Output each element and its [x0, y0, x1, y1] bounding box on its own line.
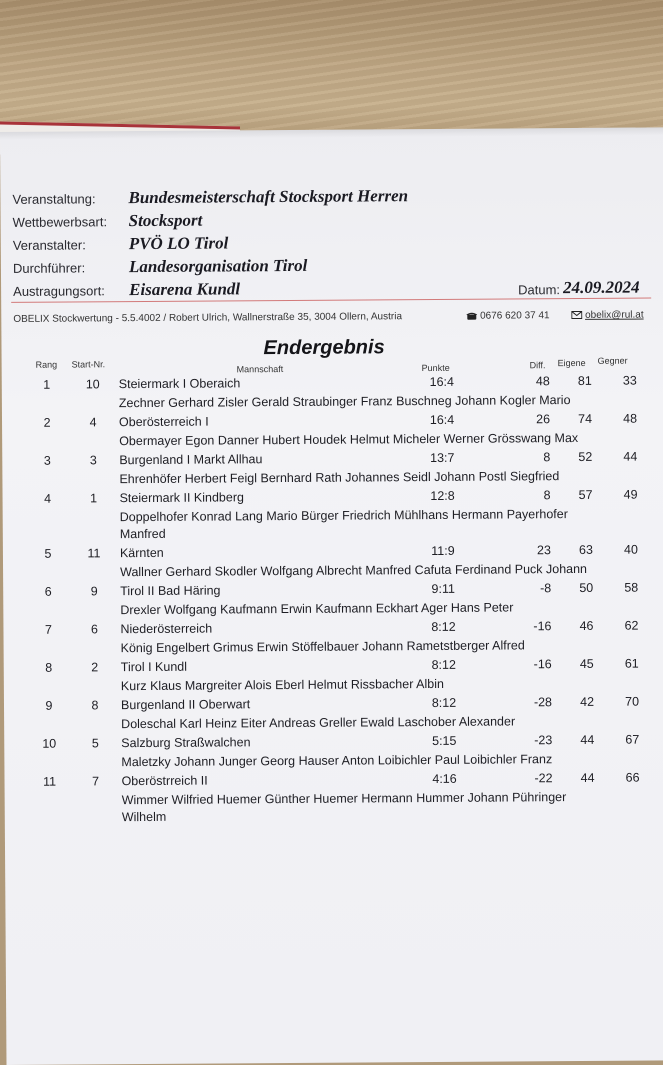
- players-line: Maletzky Johann Junger Georg Hauser Anton Loibichler Paul Loibichler Franz: [121, 752, 553, 770]
- points-cell: 11:9: [431, 543, 455, 558]
- field-value-veranstaltung: Bundesmeisterschaft Stocksport Herren: [128, 186, 409, 208]
- own-score-cell: 50: [579, 580, 594, 595]
- header-divider-line: [11, 297, 651, 302]
- players-line: Wilhelm: [121, 809, 167, 825]
- field-label-durchfuehrer: Durchführer:: [12, 260, 86, 276]
- players-line: Doleschal Karl Heinz Eiter Andreas Greller Ewald Laschober Alexander: [121, 714, 516, 732]
- diff-cell: -16: [533, 619, 552, 634]
- own-score-cell: 44: [580, 732, 595, 747]
- diff-cell: -22: [534, 771, 553, 786]
- rank-cell: 3: [43, 453, 51, 468]
- start-number-cell: 1: [90, 491, 98, 506]
- page-title: Endergebnis: [263, 336, 385, 360]
- points-cell: 16:4: [429, 412, 455, 428]
- own-score-cell: 74: [578, 411, 593, 426]
- column-header-gegner: Gegner: [597, 355, 628, 366]
- start-number-cell: 9: [90, 584, 98, 599]
- opponent-score-cell: 49: [623, 487, 638, 502]
- players-line: Drexler Wolfgang Kaufmann Erwin Kaufmann Eckhart Ager Hans Peter: [120, 600, 514, 618]
- opponent-score-cell: 62: [624, 618, 639, 633]
- players-line: Wallner Gerhard Skodler Wolfgang Albrecht Manfred Cafuta Ferdinand Puck Johann: [120, 561, 588, 580]
- points-cell: 4:16: [432, 771, 457, 786]
- diff-cell: -16: [533, 657, 552, 672]
- points-cell: 8:12: [431, 695, 457, 710]
- diff-cell: -8: [540, 581, 552, 596]
- players-line: Manfred: [119, 526, 166, 542]
- own-score-cell: 63: [578, 542, 593, 557]
- rank-cell: 2: [43, 415, 51, 430]
- software-credit: OBELIX Stockwertung - 5.5.4002 / Robert Ulrich, Wallnerstraße 35, 3004 Ollern, Austria: [13, 311, 403, 325]
- field-value-wettbewerbsart: Stocksport: [128, 210, 203, 231]
- team-cell: Oberösterreich I: [118, 414, 209, 430]
- players-line: König Engelbert Grimus Erwin Stöffelbauer Johann Rametstberger Alfred: [120, 638, 525, 656]
- start-number-cell: 11: [87, 546, 101, 561]
- date-value: 24.09.2024: [563, 277, 640, 298]
- column-header-mannschaft: Mannschaft: [236, 364, 284, 375]
- points-cell: 9:11: [431, 581, 455, 596]
- own-score-cell: 46: [579, 618, 594, 633]
- own-score-cell: 81: [577, 373, 592, 388]
- opponent-score-cell: 61: [624, 656, 639, 671]
- team-cell: Steiermark I Oberaich: [118, 376, 241, 392]
- rank-cell: 8: [45, 660, 53, 675]
- column-header-diff: Diff.: [529, 360, 546, 371]
- diff-cell: -23: [534, 733, 553, 748]
- rank-cell: 7: [44, 622, 52, 637]
- own-score-cell: 44: [580, 770, 595, 785]
- players-line: Zechner Gerhard Zisler Gerald Straubinger Franz Buschneg Johann Kogler Mario: [118, 393, 571, 411]
- column-header-eigene: Eigene: [557, 357, 586, 369]
- team-cell: Tirol I Kundl: [120, 659, 188, 675]
- opponent-score-cell: 58: [624, 580, 639, 595]
- column-header-rang: Rang: [35, 359, 58, 370]
- start-number-cell: 3: [89, 453, 97, 468]
- phone-contact: [466, 310, 549, 322]
- team-cell: Burgenland II Oberwart: [120, 697, 251, 713]
- points-cell: 8:12: [431, 619, 456, 635]
- players-line: Obermayer Egon Danner Hubert Houdek Helmut Micheler Werner Grösswang Max: [119, 430, 579, 449]
- own-score-cell: 52: [578, 449, 593, 464]
- field-label-veranstalter: Veranstalter:: [12, 237, 86, 253]
- column-header-punkte: Punkte: [421, 362, 450, 374]
- field-label-austragungsort: Austragungsort:: [13, 283, 105, 299]
- rank-cell: 1: [43, 377, 51, 392]
- rank-cell: 10: [42, 736, 57, 751]
- opponent-score-cell: 48: [623, 411, 638, 426]
- start-number-cell: 5: [91, 736, 99, 751]
- rank-cell: 9: [45, 698, 53, 713]
- diff-cell: 23: [536, 543, 551, 558]
- diff-cell: -28: [533, 695, 553, 710]
- opponent-score-cell: 66: [625, 770, 640, 785]
- opponent-score-cell: 67: [625, 732, 640, 747]
- points-cell: 8:12: [431, 657, 456, 672]
- points-cell: 16:4: [429, 374, 454, 390]
- team-cell: Steiermark II Kindberg: [119, 490, 244, 506]
- field-value-austragungsort: Eisarena Kundl: [129, 279, 241, 300]
- opponent-score-cell: 33: [622, 373, 637, 388]
- team-cell: Salzburg Straßwalchen: [121, 735, 251, 751]
- points-cell: 12:8: [430, 488, 455, 504]
- team-cell: Kärnten: [119, 545, 164, 561]
- start-number-cell: 6: [90, 622, 98, 637]
- date-label: Datum:: [518, 282, 561, 298]
- phone-icon: [466, 312, 477, 321]
- points-cell: 5:15: [432, 733, 457, 748]
- start-number-cell: 2: [91, 660, 99, 675]
- rank-cell: 11: [42, 774, 57, 789]
- own-score-cell: 42: [580, 694, 595, 709]
- diff-cell: 8: [543, 488, 551, 503]
- envelope-icon: [571, 311, 582, 319]
- field-value-veranstalter: PVÖ LO Tirol: [128, 233, 229, 254]
- diff-cell: 8: [543, 450, 551, 465]
- opponent-score-cell: 70: [625, 694, 640, 709]
- phone-number: 0676 620 37 41: [480, 310, 550, 322]
- team-cell: Oberöstrreich II: [121, 773, 208, 789]
- start-number-cell: 8: [91, 698, 99, 713]
- start-number-cell: 7: [92, 774, 100, 789]
- rank-cell: 4: [44, 491, 52, 506]
- players-line: Ehrenhöfer Herbert Feigl Bernhard Rath Johannes Seidl Johann Postl Siegfried: [119, 469, 560, 487]
- start-number-cell: 10: [85, 377, 100, 392]
- email-address[interactable]: obelix@rul.at: [585, 309, 644, 321]
- diff-cell: 26: [536, 412, 551, 427]
- team-cell: Burgenland I Markt Allhau: [119, 452, 263, 468]
- players-line: Wimmer Wilfried Huemer Günther Huemer Hermann Hummer Johann Pühringer: [121, 790, 567, 808]
- start-number-cell: 4: [89, 415, 97, 430]
- column-header-start-nr: Start-Nr.: [71, 359, 106, 370]
- team-cell: Niederösterreich: [120, 621, 213, 637]
- field-label-veranstaltung: Veranstaltung:: [12, 191, 96, 207]
- team-cell: Tirol II Bad Häring: [120, 583, 221, 599]
- own-score-cell: 45: [579, 656, 594, 671]
- players-line: Kurz Klaus Margreiter Alois Eberl Helmut Rissbacher Albin: [120, 676, 444, 694]
- result-sheet: [0, 127, 663, 1065]
- opponent-score-cell: 44: [623, 449, 638, 464]
- rank-cell: 5: [44, 546, 52, 561]
- opponent-score-cell: 40: [623, 542, 638, 557]
- points-cell: 13:7: [430, 450, 455, 466]
- own-score-cell: 57: [578, 487, 593, 502]
- field-value-durchfuehrer: Landesorganisation Tirol: [128, 255, 308, 277]
- field-label-wettbewerbsart: Wettbewerbsart:: [12, 214, 108, 230]
- email-contact: [571, 310, 643, 322]
- players-line: Doppelhofer Konrad Lang Mario Bürger Friedrich Mühlhans Hermann Payerhofer: [119, 507, 568, 525]
- diff-cell: 48: [535, 374, 550, 389]
- rank-cell: 6: [44, 584, 52, 599]
